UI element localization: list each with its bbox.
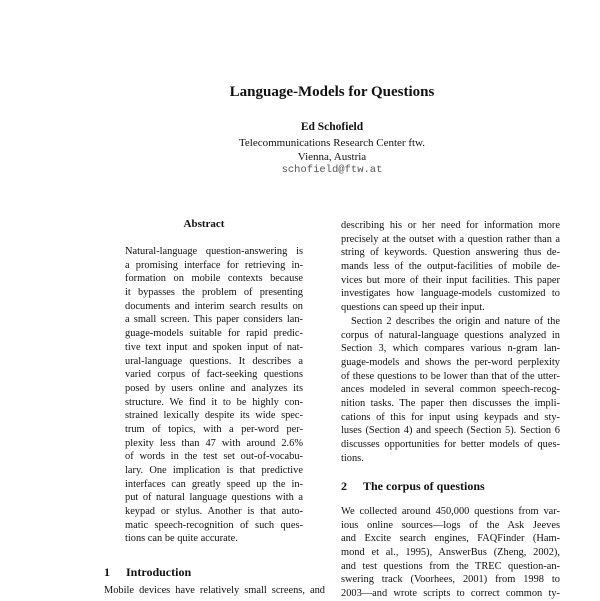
text-line: trum of topics, with a per-word per- <box>125 423 303 435</box>
text-line: corpus of natural-language questions analyzed in <box>341 329 560 341</box>
text-line: luses (Section 4) and speech (Section 5). Section 6 <box>341 425 560 437</box>
text-line: lary. One implication is that predictive <box>125 465 303 476</box>
text-line: discusses opportunities for better models of ques- <box>341 439 560 450</box>
text-line: We collected around 450,000 questions from var- <box>341 506 560 517</box>
text-line: strained lexically despite its wide spec- <box>125 410 303 422</box>
text-line: tions can be quite accurate. <box>125 533 238 545</box>
section-number: 1 <box>104 565 110 579</box>
text-line: guage-models and shows the per-word perplexity <box>341 356 560 368</box>
text-line: interfaces can greatly speed up the in- <box>125 478 303 490</box>
affiliation: Telecommunications Research Center ftw. <box>238 137 426 149</box>
section-2-body <box>341 505 560 601</box>
text-line: Natural-language question-answering is <box>125 246 303 257</box>
text-line: of words in the test set out-of-vocabu- <box>125 451 303 463</box>
text-line: and Excite search engines, FAQFinder (Ham- <box>341 533 560 545</box>
text-line: documents and interim search results on <box>125 300 303 312</box>
text-line: swering track (Voorhees, 2001) from 1998 to <box>341 574 560 586</box>
abstract-body <box>125 245 303 546</box>
text-line: questions can speed up their input. <box>341 302 485 314</box>
paper-title: Language-Models for Questions <box>229 84 435 100</box>
text-line: put of natural language questions with a <box>125 492 303 504</box>
author-name: Ed Schofield <box>300 121 364 133</box>
text-line: Section 2 describes the origin and nature of the <box>351 315 560 327</box>
text-line: tive text input and spoken input of nat- <box>125 341 303 353</box>
text-line: precisely at the outset with a question rather than a <box>341 233 560 245</box>
text-line: ural-language questions. It describes a <box>125 355 303 367</box>
text-line: describing his or her need for information more <box>341 220 560 231</box>
abstract-heading: Abstract <box>183 218 225 230</box>
introduction-body <box>104 584 325 598</box>
author-email: schofield@ftw.at <box>281 164 383 176</box>
text-line: mands less of the output-facilities of mobile de- <box>341 261 560 273</box>
text-line: keypad or stylus. Another is that auto- <box>125 506 303 518</box>
text-line: ious online sources—logs of the Ask Jeeves <box>341 519 560 531</box>
text-line: a small screen. This paper considers lan- <box>125 314 303 326</box>
text-line: mond et al., 1995), AnswerBus (Zheng, 2002), <box>341 547 560 559</box>
text-line: Section 3, which compares various n-gram lan- <box>341 343 560 355</box>
right-column-body <box>341 219 560 465</box>
text-line: 2003—and wrote scripts to correct common ty- <box>341 588 560 600</box>
text-line: Mobile devices have relatively small screens, and <box>104 585 325 596</box>
text-line: investigates how language-models customized to <box>341 288 560 300</box>
section-number: 2 <box>341 479 347 493</box>
text-line: guage-models suitable for rapid predic- <box>125 328 303 340</box>
text-line: string of keywords. Question answering thus de- <box>341 247 560 259</box>
text-line: varied corpus of fact-seeking questions <box>125 369 303 381</box>
text-line: nition tasks. The paper then discusses the impli- <box>341 397 560 409</box>
text-line: cations of this for input using keypads and sty- <box>341 411 560 423</box>
text-line: posed by users online and analyzes its <box>125 382 303 394</box>
text-line: vices but more of their input facilities. This paper <box>341 274 560 286</box>
text-line: and test questions from the TREC question-an- <box>341 560 560 572</box>
section-1-heading <box>104 565 191 580</box>
text-line: structure. We find it to be highly con- <box>125 396 303 408</box>
section-title: Introduction <box>126 565 192 579</box>
section-title: The corpus of questions <box>363 479 485 493</box>
text-line: a promising interface for retrieving in- <box>125 259 303 271</box>
location: Vienna, Austria <box>297 151 367 163</box>
text-line: plexity less than 47 with around 2.6% <box>125 437 303 449</box>
text-line: formation on mobile contexts because <box>125 273 303 285</box>
text-line: it bypasses the problem of presenting <box>125 287 303 299</box>
section-2-heading <box>341 479 485 494</box>
text-line: matic speech-recognition of such ques- <box>125 519 303 531</box>
text-line: ances modeled in several common speech-recog- <box>341 384 560 396</box>
text-line: of these questions to be lower than that of the utter- <box>341 370 560 382</box>
text-line: tions. <box>341 452 364 464</box>
